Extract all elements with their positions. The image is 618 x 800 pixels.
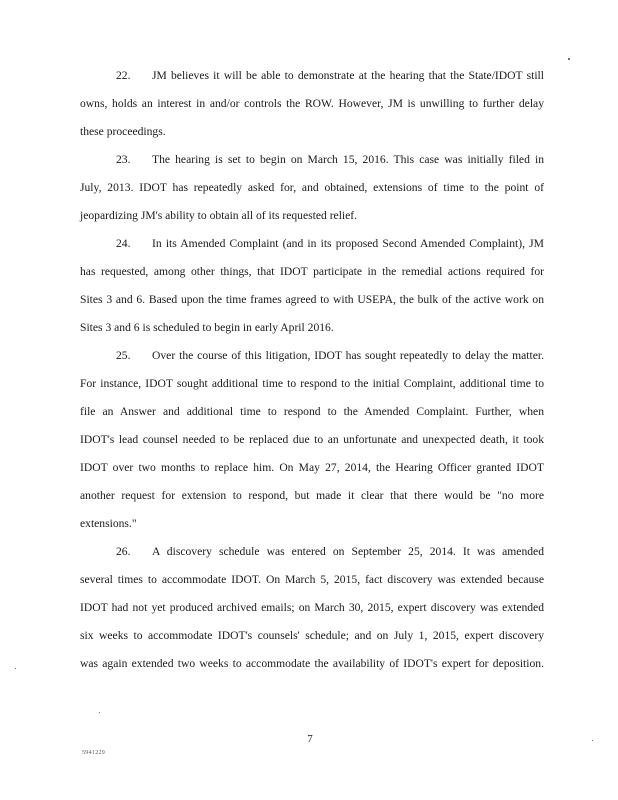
paragraph-24-line-2: has requested, among other things, that IDOT participate in the remedial actions required for — [80, 265, 544, 278]
page-number: 7 — [307, 733, 313, 745]
paragraph-number: 22. — [116, 69, 131, 82]
paragraph-25-line-5: IDOT over two months to replace him. On May 27, 2014, the Hearing Officer granted IDOT — [80, 461, 544, 474]
scan-speck — [15, 668, 16, 669]
document-id: 5941229 — [82, 750, 106, 756]
paragraph-25-line-3: file an Answer and additional time to respond to the Amended Complaint. Further, when — [80, 405, 544, 418]
paragraph-23-line-1: 23. The hearing is set to begin on March 15, 2016. This case was initially filed in — [116, 153, 544, 166]
paragraph-25-line-7: extensions." — [80, 517, 137, 530]
paragraph-number: 25. — [116, 349, 131, 362]
paragraph-26-line-4: six weeks to accommodate IDOT's counsels' schedule; and on July 1, 2015, expert discovery — [80, 629, 544, 642]
paragraph-24-line-4: Sites 3 and 6 is scheduled to begin in early April 2016. — [80, 321, 334, 334]
paragraph-number: 23. — [116, 153, 131, 166]
paragraph-26-line-3: IDOT had not yet produced archived emails; on March 30, 2015, expert discovery was extended — [80, 601, 544, 614]
paragraph-number: 26. — [116, 545, 131, 558]
paragraph-23-line-3: jeopardizing JM's ability to obtain all of its requested relief. — [80, 209, 358, 222]
paragraph-26-line-2: several times to accommodate IDOT. On March 5, 2015, fact discovery was extended because — [80, 573, 544, 586]
paragraph-23-line-2: July, 2013. IDOT has repeatedly asked for, and obtained, extensions of time to the point of — [80, 181, 544, 194]
paragraph-24-line-1: 24. In its Amended Complaint (and in its proposed Second Amended Complaint), JM — [116, 237, 544, 250]
paragraph-22-line-3: these proceedings. — [80, 125, 166, 138]
paragraph-26-line-1: 26. A discovery schedule was entered on September 25, 2014. It was amended — [116, 545, 544, 558]
paragraph-26-line-5: was again extended two weeks to accommodate the availability of IDOT's expert for deposition. — [80, 657, 544, 670]
paragraph-22-line-1: 22. JM believes it will be able to demonstrate at the hearing that the State/IDOT still — [116, 69, 544, 82]
scan-speck — [568, 58, 570, 60]
paragraph-25-line-4: IDOT's lead counsel needed to be replaced due to an unfortunate and unexpected death, it took — [80, 433, 544, 446]
paragraph-24-line-3: Sites 3 and 6. Based upon the time frames agreed to with USEPA, the bulk of the active work on — [80, 293, 544, 306]
paragraph-number: 24. — [116, 237, 131, 250]
paragraph-25-line-2: For instance, IDOT sought additional time to respond to the initial Complaint, additional time to — [80, 377, 544, 390]
paragraph-25-line-1: 25. Over the course of this litigation, IDOT has sought repeatedly to delay the matter. — [116, 349, 544, 362]
paragraph-22-line-2: owns, holds an interest in and/or controls the ROW. However, JM is unwilling to further delay — [80, 97, 544, 110]
scan-speck — [592, 740, 593, 741]
paragraph-25-line-6: another request for extension to respond, but made it clear that there would be "no more — [80, 489, 544, 502]
scan-speck — [99, 712, 100, 713]
